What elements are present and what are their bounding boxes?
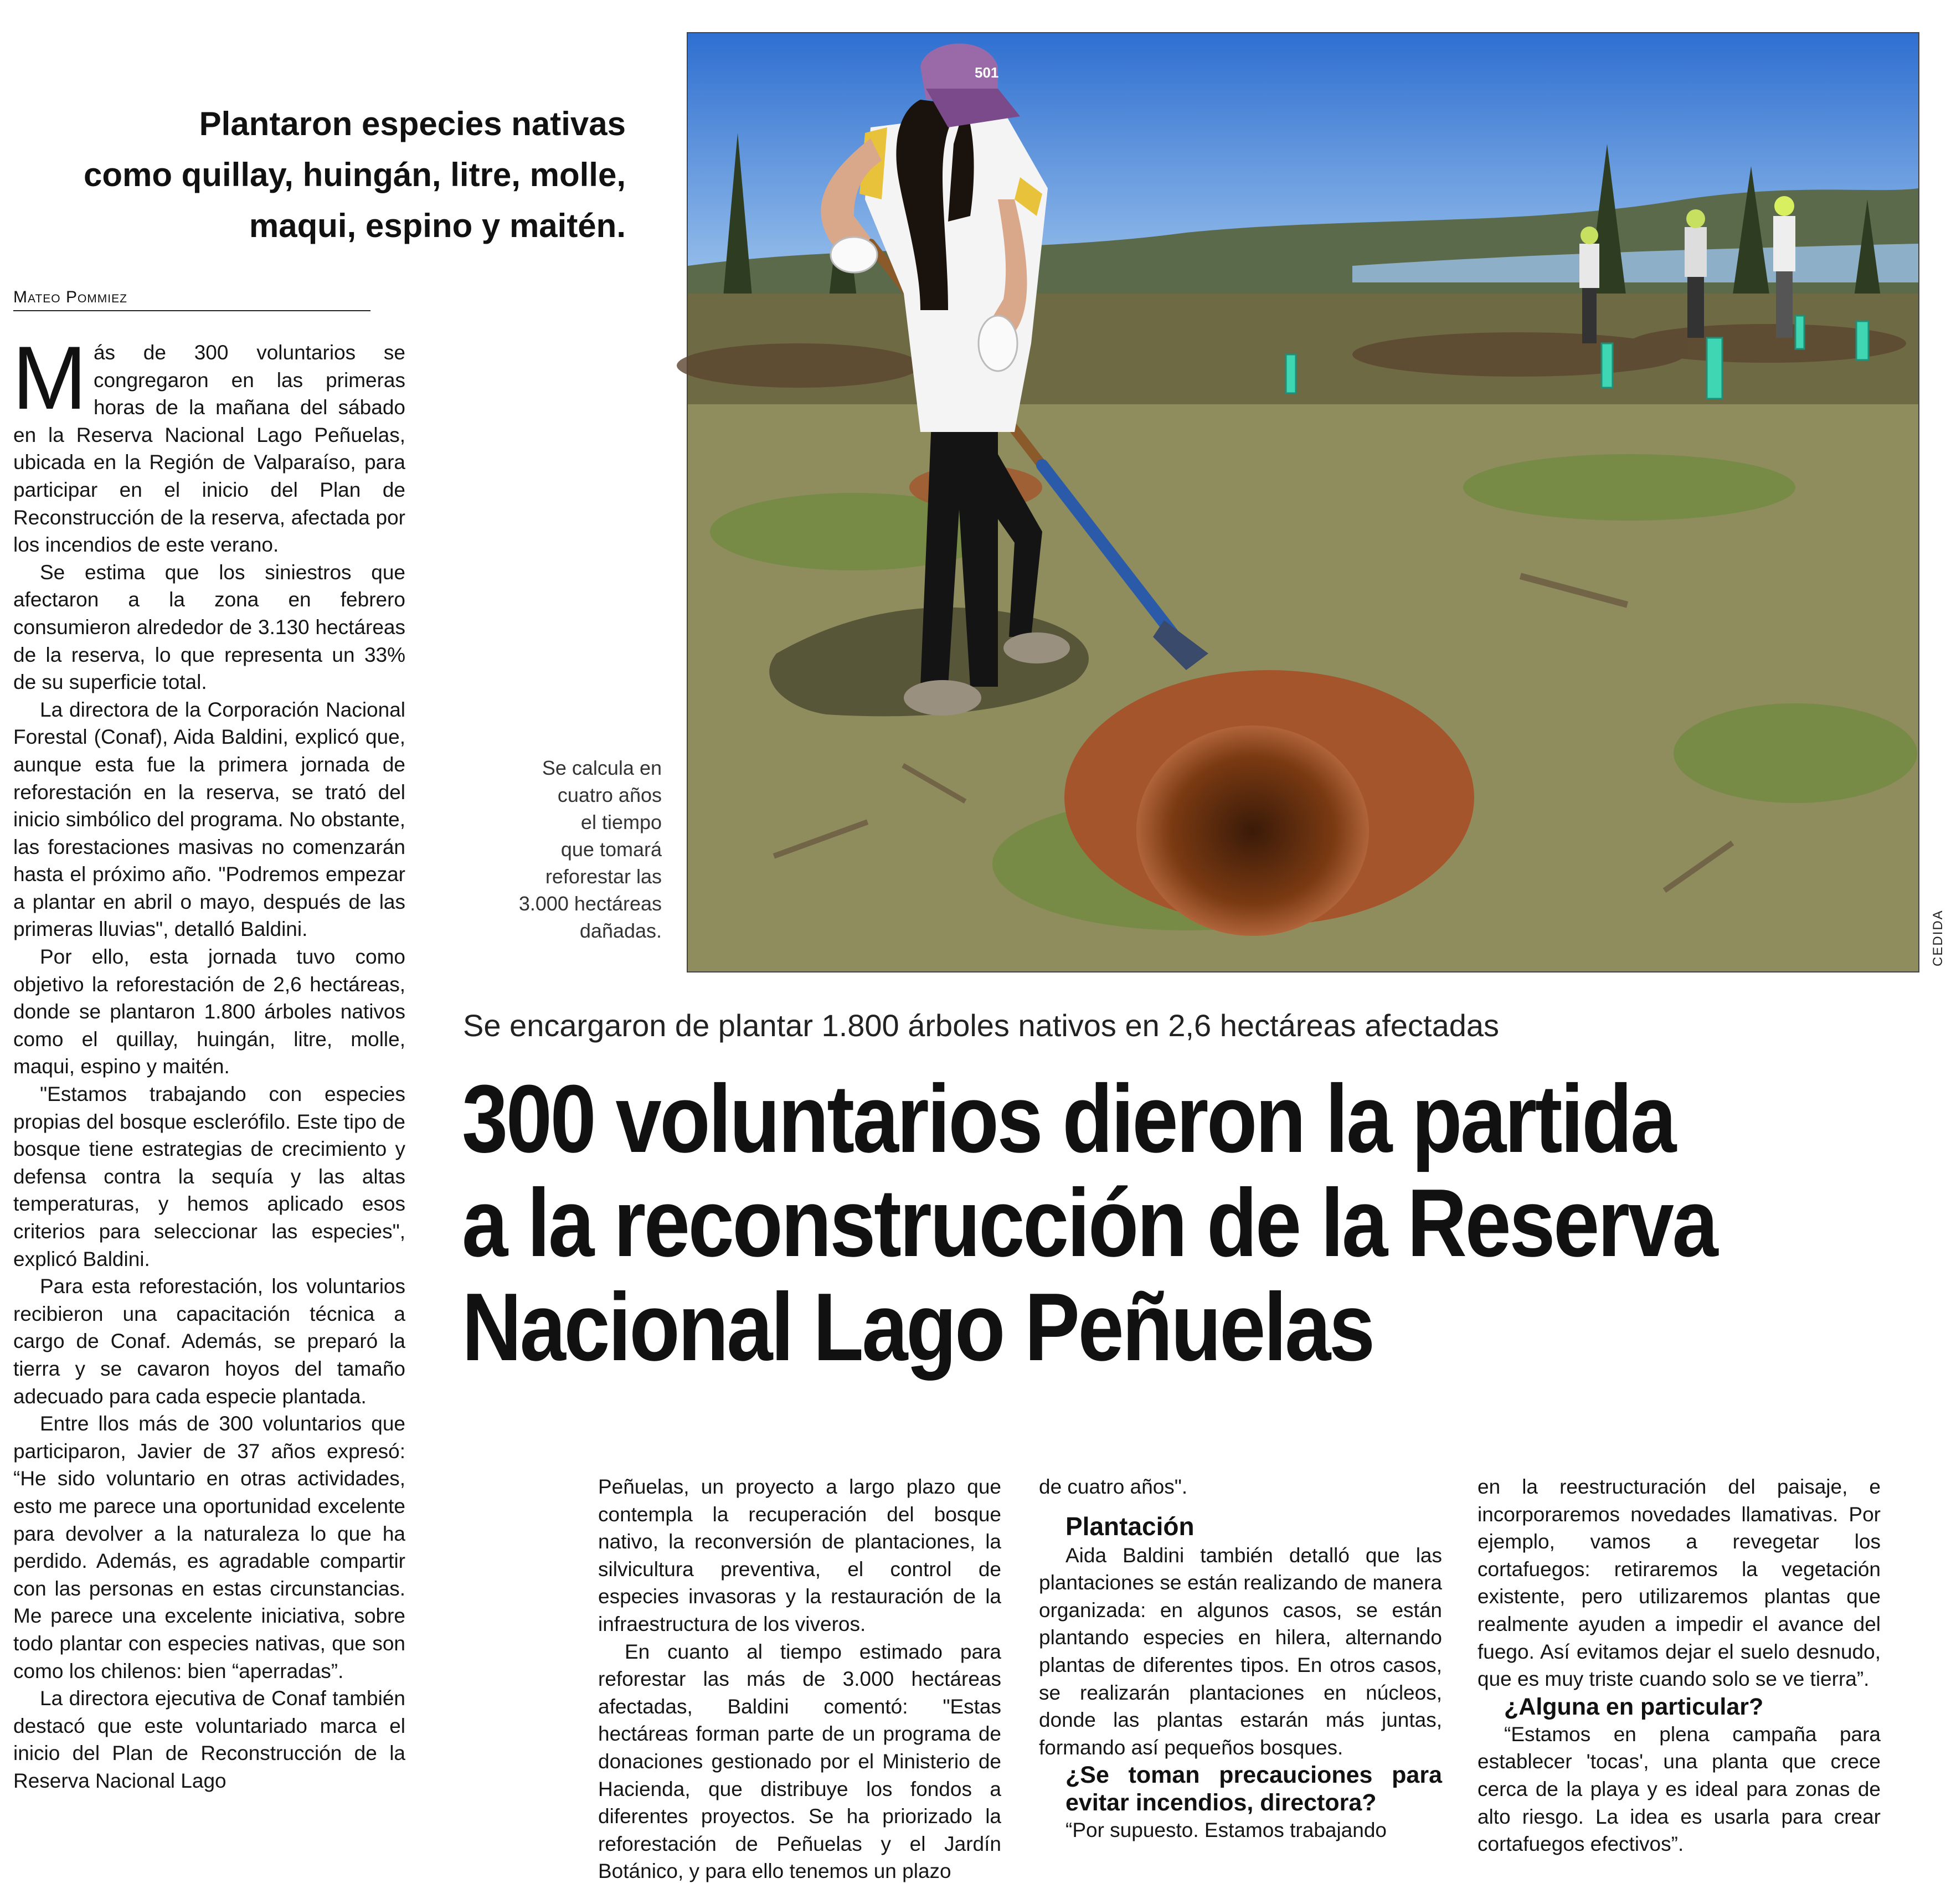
caption-line: 3.000 hectáreas xyxy=(518,892,662,915)
headline-line-3: Nacional Lago Peñuelas xyxy=(462,1273,1373,1381)
kicker-line-1: Plantaron especies nativas xyxy=(199,105,626,142)
kicker-line-2: como quillay, huingán, litre, molle, xyxy=(83,156,626,193)
kicker-line-3: maqui, espino y maitén. xyxy=(249,207,626,244)
column-4 xyxy=(1477,1473,1881,1858)
article-photo xyxy=(687,32,1919,972)
headline-line-2: a la reconstrucción de la Reserva xyxy=(462,1169,1717,1277)
paragraph: Aida Baldini también detalló que las plantaciones se están realizando de manera organizada: en algunos casos, se están plantando especies en hilera, alternando plantas de diferentes tipos. En otros casos, se realizarán plantaciones en núcleos, donde las plantas estarán más juntas, formando así pequeños bosques. xyxy=(1039,1543,1442,1759)
headline xyxy=(462,1064,1717,1381)
photo-volunteer-digging xyxy=(688,33,1918,971)
paragraph: en la reestructuración del paisaje, e incorporaremos novedades llamativas. Por ejemplo, vamos a revegetar los cortafuegos: retiraremos la vegetación existente, pero utilizaremos plantas que realmente ayuden a impedir el avance del fuego. Así evitamos dejar el suelo desnudo, que es muy triste cuando solo se ve tierra”. xyxy=(1477,1475,1881,1691)
paragraph: Entre llos más de 300 voluntarios que participaron, Javier de 37 años expresó: “He sido voluntario en otras actividades, esto me parece una oportunidad excelente para devolver a la naturaleza lo que ha perdido. Además, es agradable compartir con las personas en estas circunstancias. Me parece una excelente iniciativa, sobre todo plantar con especies nativas, que son como los chilenos: bien “aperradas”. xyxy=(13,1412,405,1682)
paragraph: de cuatro años". xyxy=(1039,1475,1188,1498)
caption-line: que tomará xyxy=(560,838,662,861)
caption-line: dañadas. xyxy=(579,919,662,942)
interview-question: ¿Se toman precauciones para evitar incendios, directora? xyxy=(1065,1762,1442,1816)
lead-paragraph xyxy=(12,328,405,559)
photo-caption xyxy=(460,754,662,944)
paragraph: "Estamos trabajando con especies propias del bosque esclerófilo. Este tipo de bosque tiene estrategias de crecimiento y defensa contra la sequía y las altas temperaturas, y hemos aplicado esos criterios para seleccionar las especies", explicó Baldini. xyxy=(13,1083,405,1270)
paragraph: Por ello, esta jornada tuvo como objetivo la reforestación de 2,6 hectáreas, donde se plantaron 1.800 árboles nativos como el quillay, huingán, litre, molle, maqui, espino y maitén. xyxy=(13,945,405,1078)
column-3 xyxy=(1039,1473,1442,1844)
headline-line-1: 300 voluntarios dieron la partida xyxy=(462,1064,1675,1172)
caption-line: reforestar las xyxy=(545,865,662,888)
paragraph: Peñuelas, un proyecto a largo plazo que contempla la recuperación del bosque nativo, la reconversión de plantaciones, la silvicultura preventiva, el control de especies invasoras y la restauración de la infraestructura de los viveros. xyxy=(598,1475,1001,1635)
deck: Se encargaron de plantar 1.800 árboles nativos en 2,6 hectáreas afectadas xyxy=(463,1008,1500,1043)
paragraph: La directora de la Corporación Nacional Forestal (Conaf), Aida Baldini, explicó que, aunque esta fue la primera jornada de reforestación en la reserva, se trató del inicio simbólico del programa. No obstante, las forestaciones masivas no comenzarán hasta el próximo año. "Podremos empezar a plantar en abril o mayo, después de las primeras lluvias", detalló Baldini. xyxy=(13,698,405,941)
kicker xyxy=(22,99,626,251)
paragraph: En cuanto al tiempo estimado para reforestar las más de 3.000 hectáreas afectadas, Baldini comentó: "Estas hectáreas forman parte de un programa de donaciones gestionado por el Ministerio de Hacienda, que distribuye los fondos a diferentes proyectos. Se ha priorizado la reforestación de Peñuelas y el Jardín Botánico, y para ello tenemos un plazo xyxy=(598,1640,1001,1883)
paragraph: “Por supuesto. Estamos trabajando xyxy=(1065,1819,1387,1842)
drop-cap: M xyxy=(12,328,87,428)
photo-credit: CEDIDA xyxy=(1930,909,1945,966)
paragraph: Se estima que los siniestros que afectaron a la zona en febrero consumieron alrededor de 3.130 hectáreas de la reserva, lo que representa un 33% de su superficie total. xyxy=(13,560,405,694)
lead-paragraph-text: ás de 300 voluntarios se congregaron en las primeras horas de la mañana del sábado en la Reserva Nacional Lago Peñuelas, ubicada en la Región de Valparaíso, para participar en el inicio del Plan de Reconstrucción de la reserva, afectada por los incendios de este verano. xyxy=(13,341,405,557)
column-1 xyxy=(12,328,405,1794)
interview-question: ¿Alguna en particular? xyxy=(1504,1693,1764,1720)
cap-logo-text: 501 xyxy=(975,64,999,81)
caption-line: el tiempo xyxy=(580,811,662,833)
byline-author: Mateo Pommiez xyxy=(13,288,127,306)
caption-line: cuatro años xyxy=(557,784,662,806)
byline xyxy=(13,288,370,311)
column-2 xyxy=(598,1473,1001,1885)
paragraph: Para esta reforestación, los voluntarios recibieron una capacitación técnica a cargo de Conaf. Además, se preparó la tierra y se cavaron hoyos del tamaño adecuado para cada especie plantada. xyxy=(13,1275,405,1408)
paragraph: “Estamos en plena campaña para establecer 'tocas', una planta que crece cerca de la playa y es ideal para zonas de alto riesgo. La idea es usarla para crear cortafuegos efectivos”. xyxy=(1477,1722,1881,1856)
section-subhead: Plantación xyxy=(1065,1511,1195,1541)
paragraph: La directora ejecutiva de Conaf también destacó que este voluntariado marca el inicio del Plan de Reconstrucción de la Reserva Nacional Lago xyxy=(13,1687,405,1792)
caption-line: Se calcula en xyxy=(542,757,662,779)
